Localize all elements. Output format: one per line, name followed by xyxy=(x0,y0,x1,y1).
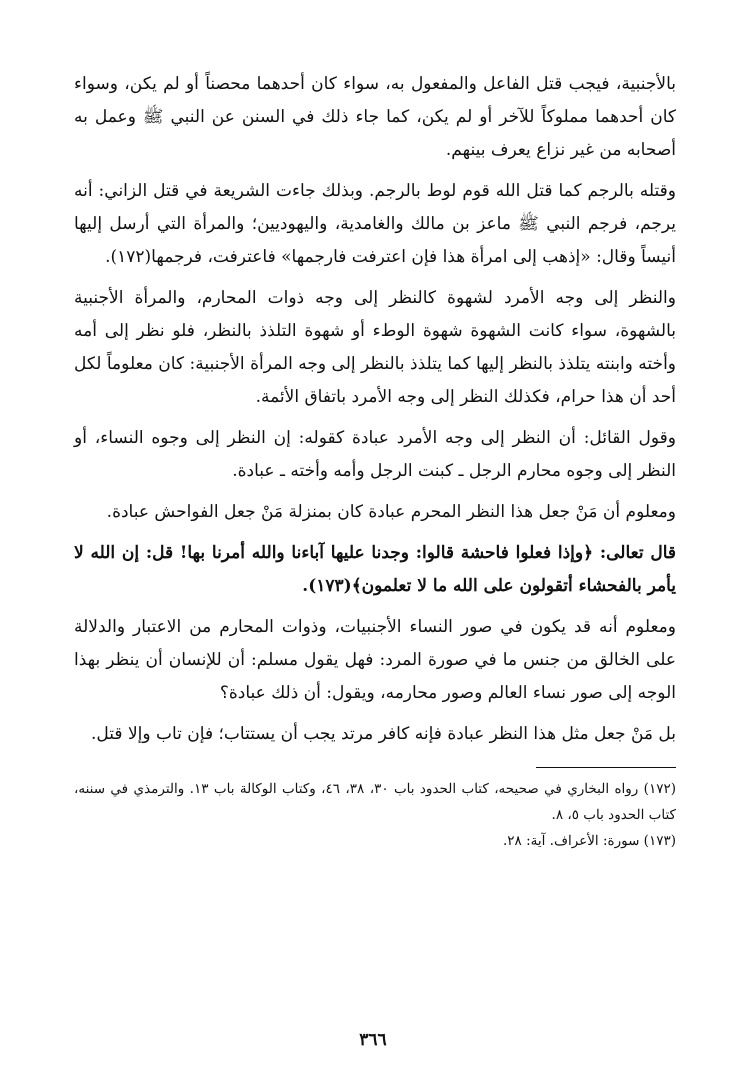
paragraph-7: ومعلوم أنه قد يكون في صور النساء الأجنبيات، وذوات المحارم من الاعتبار والدلالة على الخالق من جنس ما في صورة المرد: فهل يقول مسلم: أن للإنسان أن ينظر بهذا الوجه إلى صور نساء العالم وصور محارمه، ويقول: أن ذلك عبادة؟ xyxy=(74,617,676,703)
footnote-172: (١٧٢) رواه البخاري في صحيحه، كتاب الحدود باب ٣٠، ٣٨، ٤٦، وكتاب الوكالة باب ١٣. والترمذي في سننه، كتاب الحدود باب ٥، ٨. xyxy=(74,781,676,823)
page-body xyxy=(74,68,676,1052)
paragraph-8: بل مَنْ جعل مثل هذا النظر عبادة فإنه كافر مرتد يجب أن يستتاب؛ فإن تاب وإلا قتل. xyxy=(91,724,676,744)
paragraph-3: والنظر إلى وجه الأمرد لشهوة كالنظر إلى وجه ذوات المحارم، والمرأة الأجنبية بالشهوة، سواء كانت الشهوة شهوة الوطء أو شهوة التلذذ بالنظر، فلو نظر إلى أمه وأخته وابنته يتلذذ بالنظر إليها كما يتلذذ بالنظر إلى وجه المرأة الأجنبية: كان معلوماً لكل أحد أن هذا حرام، فكذلك النظر إلى وجه الأمرد باتفاق الأئمة. xyxy=(74,288,676,407)
quran-quote-paragraph: قال تعالى: ﴿وإذا فعلوا فاحشة قالوا: وجدنا عليها آباءنا والله أمرنا بها! قل: إن الله لا يأمر بالفحشاء أتقولون على الله ما لا تعلمون﴾(١٧٣). xyxy=(74,543,676,596)
footnote-divider xyxy=(536,767,676,768)
paragraph-5: ومعلوم أن مَنْ جعل هذا النظر المحرم عبادة كان بمنزلة مَنْ جعل الفواحش عبادة. xyxy=(106,502,676,522)
paragraph-1: بالأجنبية، فيجب قتل الفاعل والمفعول به، سواء كان أحدهما محصناً أو لم يكن، وسواء كان أحدهما مملوكاً للآخر أو لم يكن، كما جاء ذلك في السنن عن النبي ﷺ وعمل به أصحابه من غير نزاع يعرف بينهم. xyxy=(74,74,676,160)
page-number: ٣٦٦ xyxy=(359,1030,387,1050)
footnote-173: (١٧٣) سورة: الأعراف. آية: ٢٨. xyxy=(502,833,676,849)
paragraph-2: وقتله بالرجم كما قتل الله قوم لوط بالرجم. وبذلك جاءت الشريعة في قتل الزاني: أنه يرجم، فرجم النبي ﷺ ماعز بن مالك والغامدية، واليهوديين؛ والمرأة التي أرسل إليها أنيساً وقال: «إذهب إلى امرأة هذا فإن اعترفت فارجمها» فاعترفت، فرجمها(١٧٢). xyxy=(74,181,676,267)
paragraph-4: وقول القائل: أن النظر إلى وجه الأمرد عبادة كقوله: إن النظر إلى وجوه النساء، أو النظر إلى وجوه محارم الرجل ـ كبنت الرجل وأمه وأخته ـ عبادة. xyxy=(74,428,676,481)
